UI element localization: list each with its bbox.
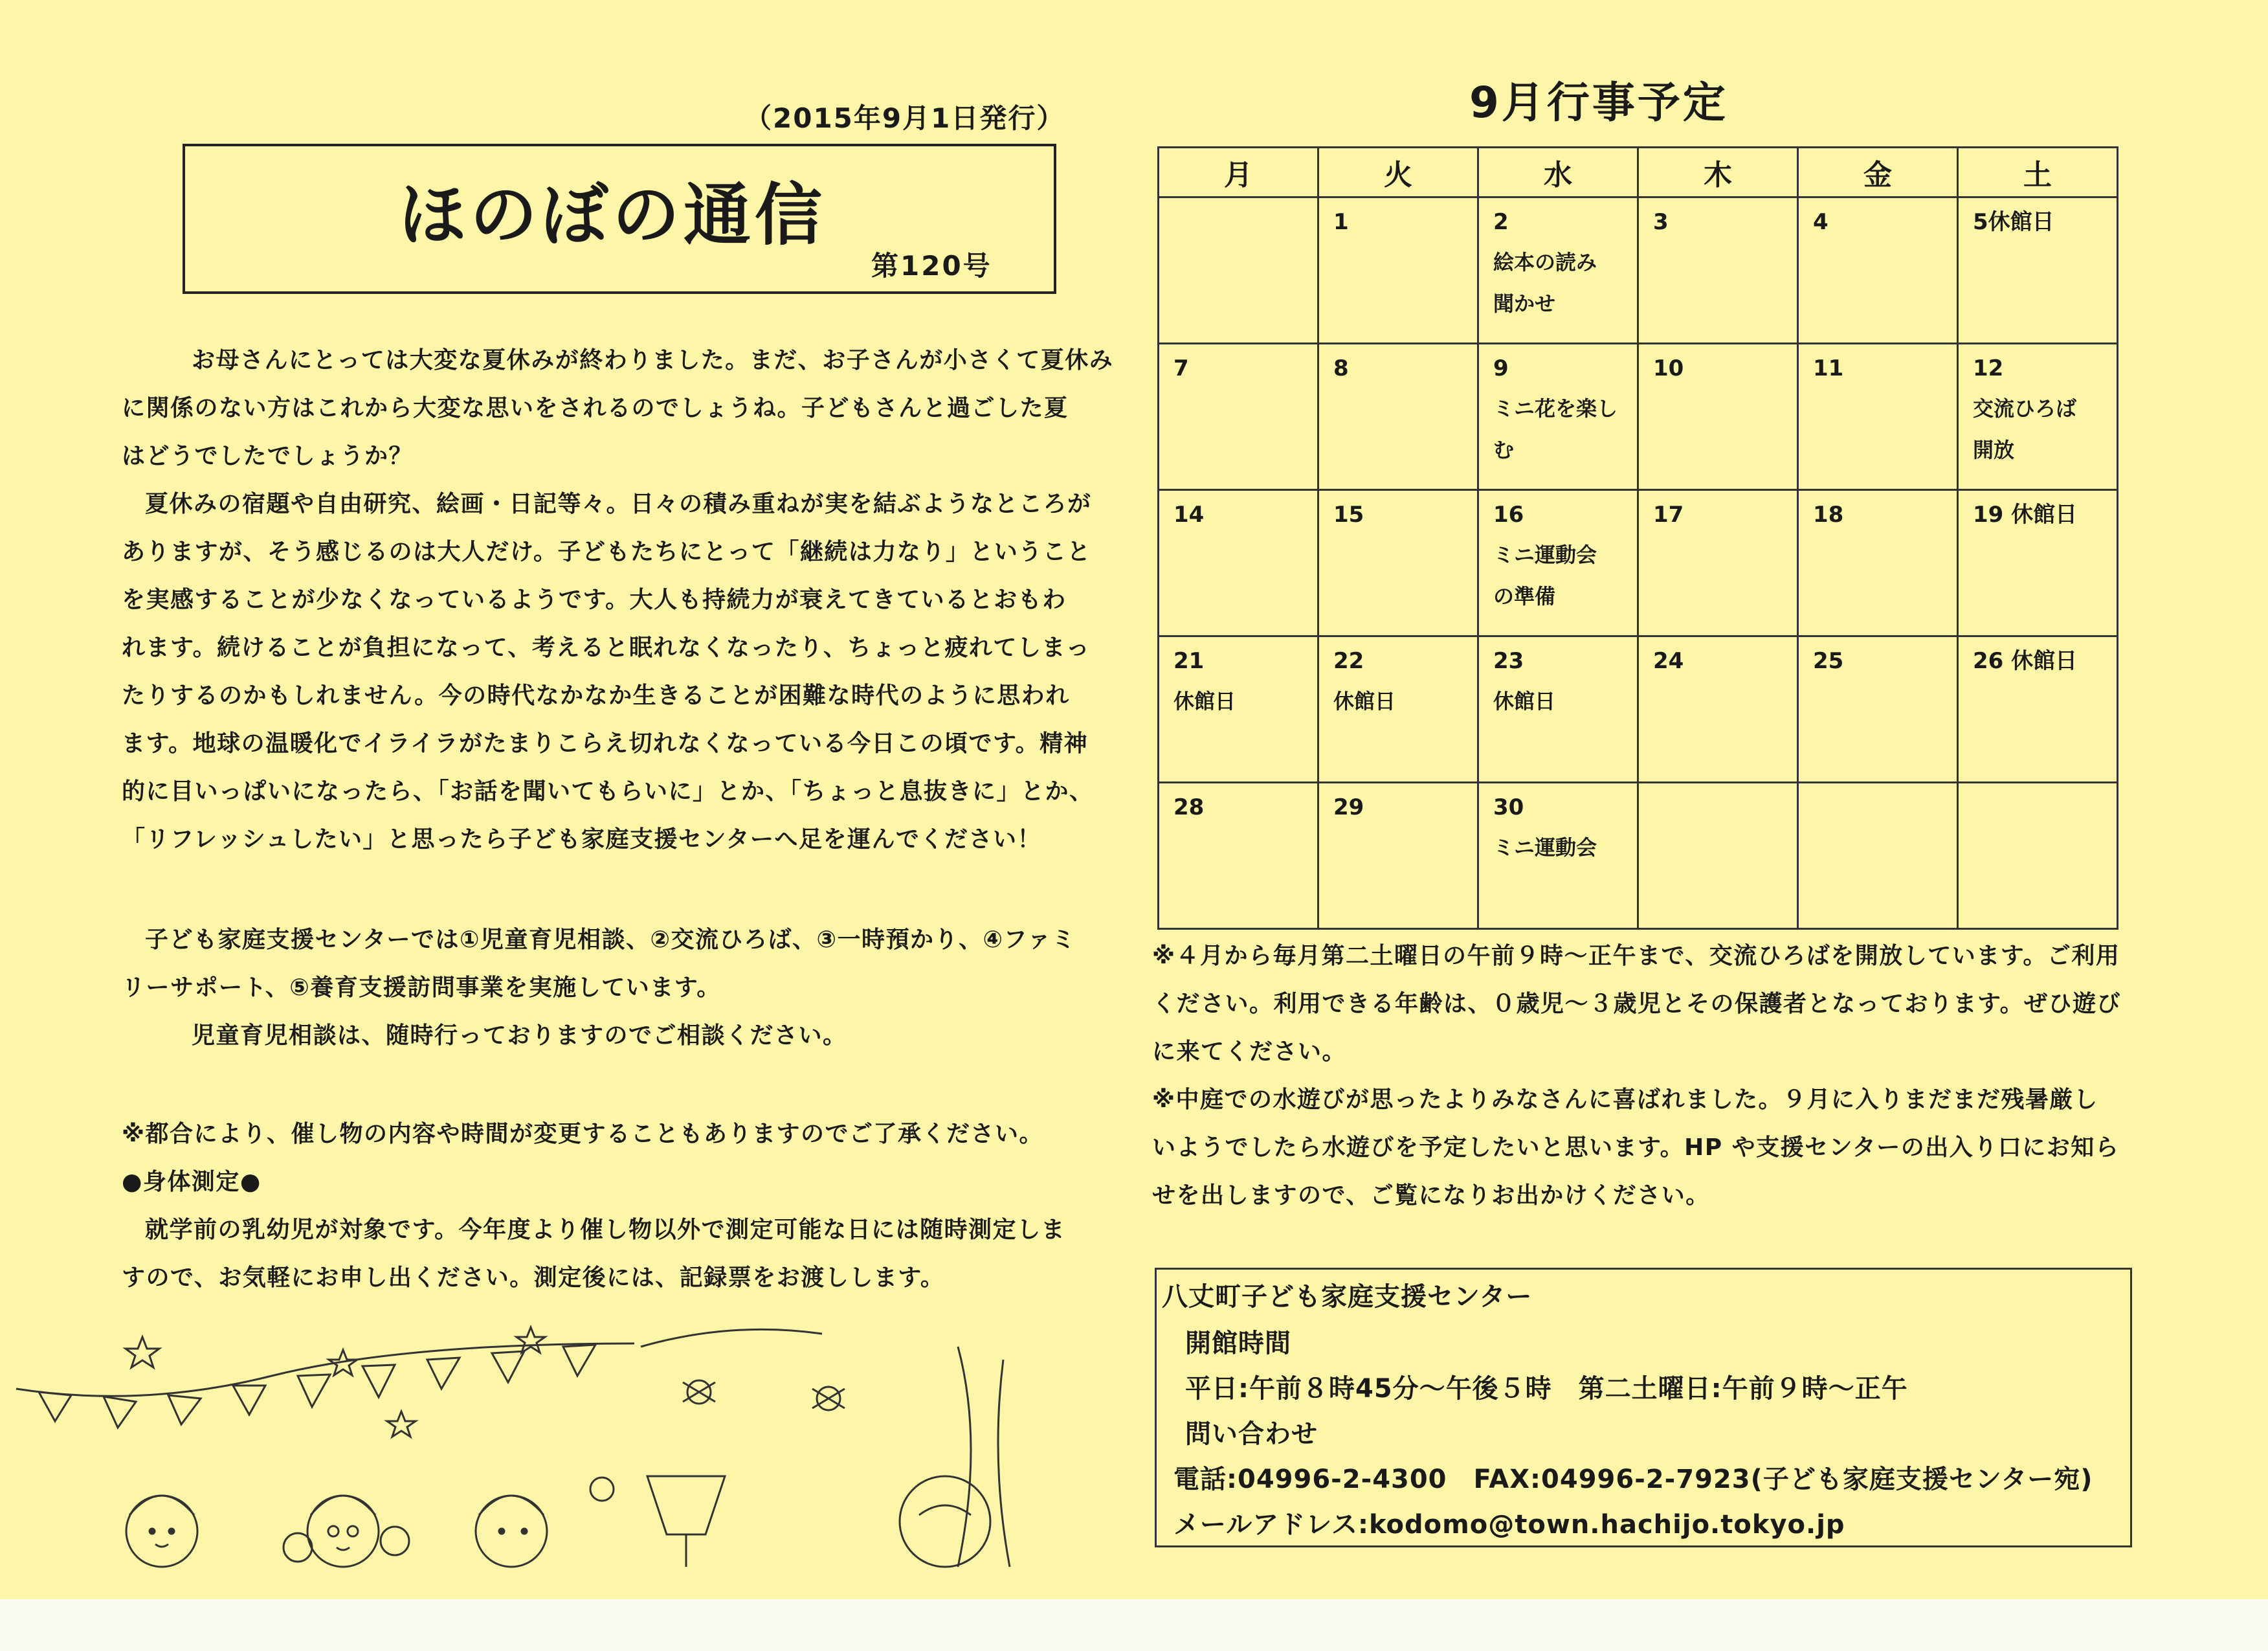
calendar-day-cell: [1478, 344, 1638, 490]
day-number: 26 休館日: [1973, 648, 2078, 674]
calendar-day-cell: [1958, 636, 2118, 783]
calendar-day-cell: [1958, 344, 2118, 490]
day-number: 15: [1333, 502, 1364, 528]
intro-line: 夏休みの宿題や自由研究、絵画・日記等々。日々の積み重ねが実を結ぶようなところが: [145, 491, 1092, 517]
services-text: [122, 916, 1096, 1060]
day-number: 12: [1973, 355, 2004, 381]
day-number: 2: [1493, 209, 1509, 235]
calendar-day-cell: [1638, 636, 1798, 783]
note-line: ください。利用できる年齢は、０歳児～３歳児とその保護者となっております。ぜひ遊び: [1152, 991, 2122, 1017]
calendar-header-row: [1159, 148, 2118, 197]
intro-line: に関係のない方はこれから大変な思いをされるのでしょうね。子どもさんと過ごした夏: [122, 395, 1069, 421]
day-number: 4: [1813, 209, 1829, 235]
page-bottom-margin: [0, 1599, 2268, 1651]
day-number: 5休館日: [1973, 209, 2054, 235]
day-number: 24: [1653, 648, 1684, 674]
day-number: 23: [1493, 648, 1524, 674]
day-number: 14: [1173, 502, 1205, 528]
change-notice: ※都合により、催し物の内容や時間が変更することもありますのでご了承ください。: [122, 1121, 1043, 1147]
calendar-day-cell: [1638, 490, 1798, 636]
calendar-week-row: [1159, 197, 2118, 344]
notes-text: [1152, 932, 2123, 1220]
calendar-day-cell: [1638, 783, 1798, 929]
email-address[interactable]: メールアドレス:kodomo@town.hachijo.tokyo.jp: [1173, 1510, 1845, 1540]
day-number: 30: [1493, 794, 1524, 820]
nature-illustration: [621, 1321, 1062, 1580]
calendar-day-cell: [1478, 783, 1638, 929]
intro-line: れます。続けることが負担になって、考えると眠れなくなったり、ちょっと疲れてしまっ: [122, 635, 1091, 661]
contact-box: [1155, 1268, 2132, 1547]
intro-line: ます。地球の温暖化でイライラがたまりこらえ切れなくなっている今日この頃です。精神: [122, 730, 1089, 757]
calendar-week-row: [1159, 490, 2118, 636]
calendar-week-row: [1159, 344, 2118, 490]
event-text: ミニ運動会: [1493, 543, 1597, 567]
day-number: 3: [1653, 209, 1669, 235]
hours-text: 平日:午前８時45分～午後５時 第二土曜日:午前９時～正午: [1185, 1374, 1908, 1404]
services-line: 子ども家庭支援センターでは①児童育児相談、②交流ひろば、③一時預かり、④ファミ: [145, 927, 1076, 953]
calendar-day-cell: [1958, 490, 2118, 636]
calendar-day-cell: [1798, 490, 1958, 636]
event-calendar: [1157, 146, 2118, 930]
calendar-day-cell: [1478, 490, 1638, 636]
phone-fax: 電話:04996-2-4300 FAX:04996-2-7923(子ども家庭支援センター宛): [1173, 1465, 2093, 1494]
day-number: 8: [1333, 355, 1349, 381]
intro-line: たりするのかもしれません。今の時代なかなか生きることが困難な時代のように思われ: [122, 682, 1070, 709]
event-text: 絵本の読み: [1493, 250, 1597, 275]
weekday-thu: 木: [1638, 148, 1798, 197]
day-number: 1: [1333, 209, 1349, 235]
intro-text: [122, 337, 1114, 864]
day-number: 10: [1653, 355, 1684, 381]
day-number: 19 休館日: [1973, 502, 2078, 528]
bunting-illustration: [13, 1324, 660, 1454]
calendar-week-row: [1159, 783, 2118, 929]
intro-line: 的に目いっぱいになったら、「お話を聞いてもらいに」とか、「ちょっと息抜きに」とか、: [122, 778, 1094, 805]
event-text: 開放: [1973, 438, 2015, 462]
calendar-day-cell: [1798, 636, 1958, 783]
calendar-day-cell: [1958, 197, 2118, 344]
calendar-day-cell: [1478, 636, 1638, 783]
calendar-week-row: [1159, 636, 2118, 783]
day-number: 22: [1333, 648, 1364, 674]
newsletter-title: ほのぼの通信: [399, 175, 827, 254]
event-text: の準備: [1493, 584, 1556, 609]
measure-title: ●身体測定●: [122, 1169, 261, 1195]
services-line: 児童育児相談は、随時行っておりますのでご相談ください。: [192, 1022, 847, 1049]
calendar-body: [1159, 197, 2118, 929]
event-text: 休館日: [1333, 689, 1396, 713]
calendar-day-cell: [1798, 344, 1958, 490]
day-number: 11: [1813, 355, 1844, 381]
note-line: ※４月から毎月第二土曜日の午前９時～正午まで、交流ひろばを開放しています。ご利用: [1152, 943, 2120, 969]
calendar-day-cell: [1318, 636, 1478, 783]
issue-date: （2015年9月1日発行）: [744, 102, 1065, 134]
day-number: 28: [1173, 794, 1205, 820]
event-text: 休館日: [1173, 689, 1236, 713]
event-text: ミニ花を楽し: [1493, 396, 1618, 421]
note-line: ※中庭での水遊びが思ったよりみなさんに喜ばれました。９月に入りまだまだ残暑厳し: [1152, 1086, 2098, 1113]
inquiry-label: 問い合わせ: [1185, 1419, 1318, 1449]
event-text: ミニ運動会: [1493, 835, 1597, 860]
intro-line: お母さんにとっては大変な夏休みが終わりました。まだ、お子さんが小さくて夏休み: [192, 347, 1114, 374]
day-number: 17: [1653, 502, 1684, 528]
calendar-day-cell: [1159, 197, 1318, 344]
intro-line: ありますが、そう感じるのは大人だけ。子どもたちにとって「継続は力なり」ということ: [122, 539, 1091, 565]
note-line: せを出しますので、ご覧になりお出かけください。: [1152, 1182, 1710, 1209]
notice-text: [122, 1110, 1096, 1302]
weekday-sat: 土: [1958, 148, 2118, 197]
calendar-day-cell: [1159, 344, 1318, 490]
services-line: リーサポート、⑤養育支援訪問事業を実施しています。: [122, 974, 721, 1001]
note-line: いようでしたら水遊びを予定したいと思います。HP や支援センターの出入り口にお知ら: [1152, 1134, 2120, 1161]
intro-line: 「リフレッシュしたい」と思ったら子ども家庭支援センターへ足を運んでください！: [122, 826, 1042, 853]
calendar-day-cell: [1318, 197, 1478, 344]
hours-label: 開館時間: [1185, 1329, 1291, 1358]
event-text: 休館日: [1493, 689, 1556, 713]
event-text: 交流ひろば: [1973, 396, 2077, 421]
title-box: [183, 144, 1056, 294]
calendar-day-cell: [1958, 783, 2118, 929]
day-number: 16: [1493, 502, 1524, 528]
calendar-day-cell: [1318, 344, 1478, 490]
weekday-wed: 水: [1478, 148, 1638, 197]
day-number: 25: [1813, 648, 1844, 674]
weekday-tue: 火: [1318, 148, 1478, 197]
center-name: 八丈町子ども家庭支援センター: [1162, 1282, 1533, 1312]
day-number: 7: [1173, 355, 1189, 381]
intro-line: はどうでしたでしょうか？: [122, 443, 414, 469]
day-number: 21: [1173, 648, 1205, 674]
calendar-day-cell: [1798, 783, 1958, 929]
calendar-day-cell: [1638, 344, 1798, 490]
note-line: に来てください。: [1152, 1039, 1347, 1065]
issue-number: 第120号: [871, 250, 992, 282]
day-number: 29: [1333, 794, 1364, 820]
measure-line: 就学前の乳幼児が対象です。今年度より催し物以外で測定可能な日には随時測定しま: [145, 1217, 1066, 1243]
calendar-day-cell: [1798, 197, 1958, 344]
calendar-day-cell: [1318, 783, 1478, 929]
intro-line: を実感することが少なくなっているようです。大人も持続力が衰えてきているとおもわ: [122, 587, 1067, 613]
calendar-title: 9月行事予定: [1469, 78, 1728, 128]
event-text: 聞かせ: [1493, 291, 1556, 316]
day-number: 9: [1493, 355, 1509, 381]
event-text: む: [1493, 438, 1515, 462]
children-illustration: [110, 1470, 628, 1586]
calendar-day-cell: [1159, 636, 1318, 783]
day-number: 18: [1813, 502, 1844, 528]
calendar-day-cell: [1159, 783, 1318, 929]
calendar-day-cell: [1159, 490, 1318, 636]
calendar-day-cell: [1478, 197, 1638, 344]
calendar-day-cell: [1638, 197, 1798, 344]
measure-line: すので、お気軽にお申し出ください。測定後には、記録票をお渡しします。: [122, 1264, 945, 1291]
calendar-day-cell: [1318, 490, 1478, 636]
weekday-mon: 月: [1159, 148, 1318, 197]
weekday-fri: 金: [1798, 148, 1958, 197]
